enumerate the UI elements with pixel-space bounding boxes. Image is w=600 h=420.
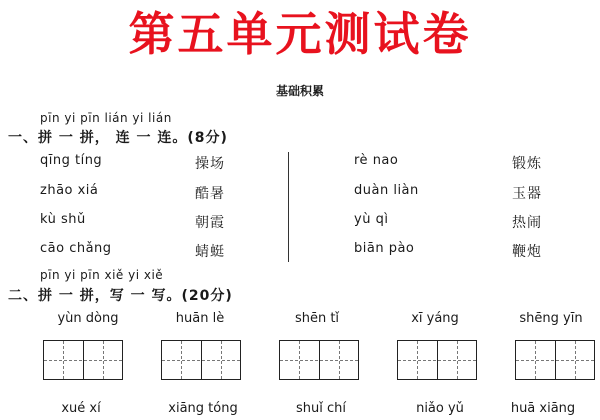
writing-grid[interactable] (43, 340, 123, 380)
q1-right-pinyin-3: yù qì (354, 212, 389, 227)
q1-right-word-2: 玉器 (512, 186, 542, 202)
q1-left-pinyin-1: qīng tíng (40, 153, 103, 168)
q1-left-word-4: 蜻蜓 (195, 244, 225, 260)
column-divider (288, 152, 289, 262)
q1-heading: 一、拼 一 拼， 连 一 连。(8分) (8, 130, 228, 146)
q2-pinyin-5: shēng yīn (519, 311, 583, 326)
writing-grid[interactable] (397, 340, 477, 380)
q2-pinyin-7: xiāng tóng (168, 401, 238, 416)
q2-pinyin-4: xī yáng (411, 311, 459, 326)
q1-right-pinyin-1: rè nao (354, 153, 399, 168)
q1-left-pinyin-4: cāo chǎng (40, 241, 112, 256)
q2-pinyin-3: shēn tǐ (294, 311, 340, 326)
q1-left-word-2: 酷暑 (195, 186, 225, 202)
q2-pinyin-9: niǎo yǔ (416, 401, 464, 416)
q1-left-pinyin-3: kù shǔ (40, 212, 86, 227)
writing-grid[interactable] (515, 340, 595, 380)
q2-pinyin-6: xué xí (61, 401, 101, 416)
q1-right-word-3: 热闹 (512, 215, 542, 231)
q1-pinyin-hint: pīn yi pīn lián yi lián (40, 111, 172, 125)
q1-right-word-4: 鞭炮 (512, 244, 542, 260)
q2-pinyin-hint: pīn yi pīn xiě yi xiě (40, 268, 164, 282)
q2-heading: 二、拼 一 拼，写 一 写。(20分) (8, 288, 233, 304)
q1-left-pinyin-2: zhāo xiá (40, 183, 99, 198)
q2-pinyin-8: shuǐ chí (296, 401, 346, 416)
q1-left-word-1: 操场 (195, 156, 225, 172)
q2-pinyin-1: yùn dòng (57, 311, 119, 326)
q1-left-word-3: 朝霞 (195, 215, 225, 231)
q1-right-pinyin-4: biān pào (354, 241, 415, 256)
section-subtitle: 基础积累 (275, 84, 324, 98)
writing-grid[interactable] (279, 340, 359, 380)
q2-pinyin-10: huā xiāng (510, 401, 576, 416)
q1-right-word-1: 锻炼 (512, 156, 542, 172)
q2-pinyin-2: huān lè (175, 311, 225, 326)
writing-grid[interactable] (161, 340, 241, 380)
q1-right-pinyin-2: duàn liàn (354, 183, 419, 198)
page-title: 第五单元测试卷 (128, 7, 472, 61)
